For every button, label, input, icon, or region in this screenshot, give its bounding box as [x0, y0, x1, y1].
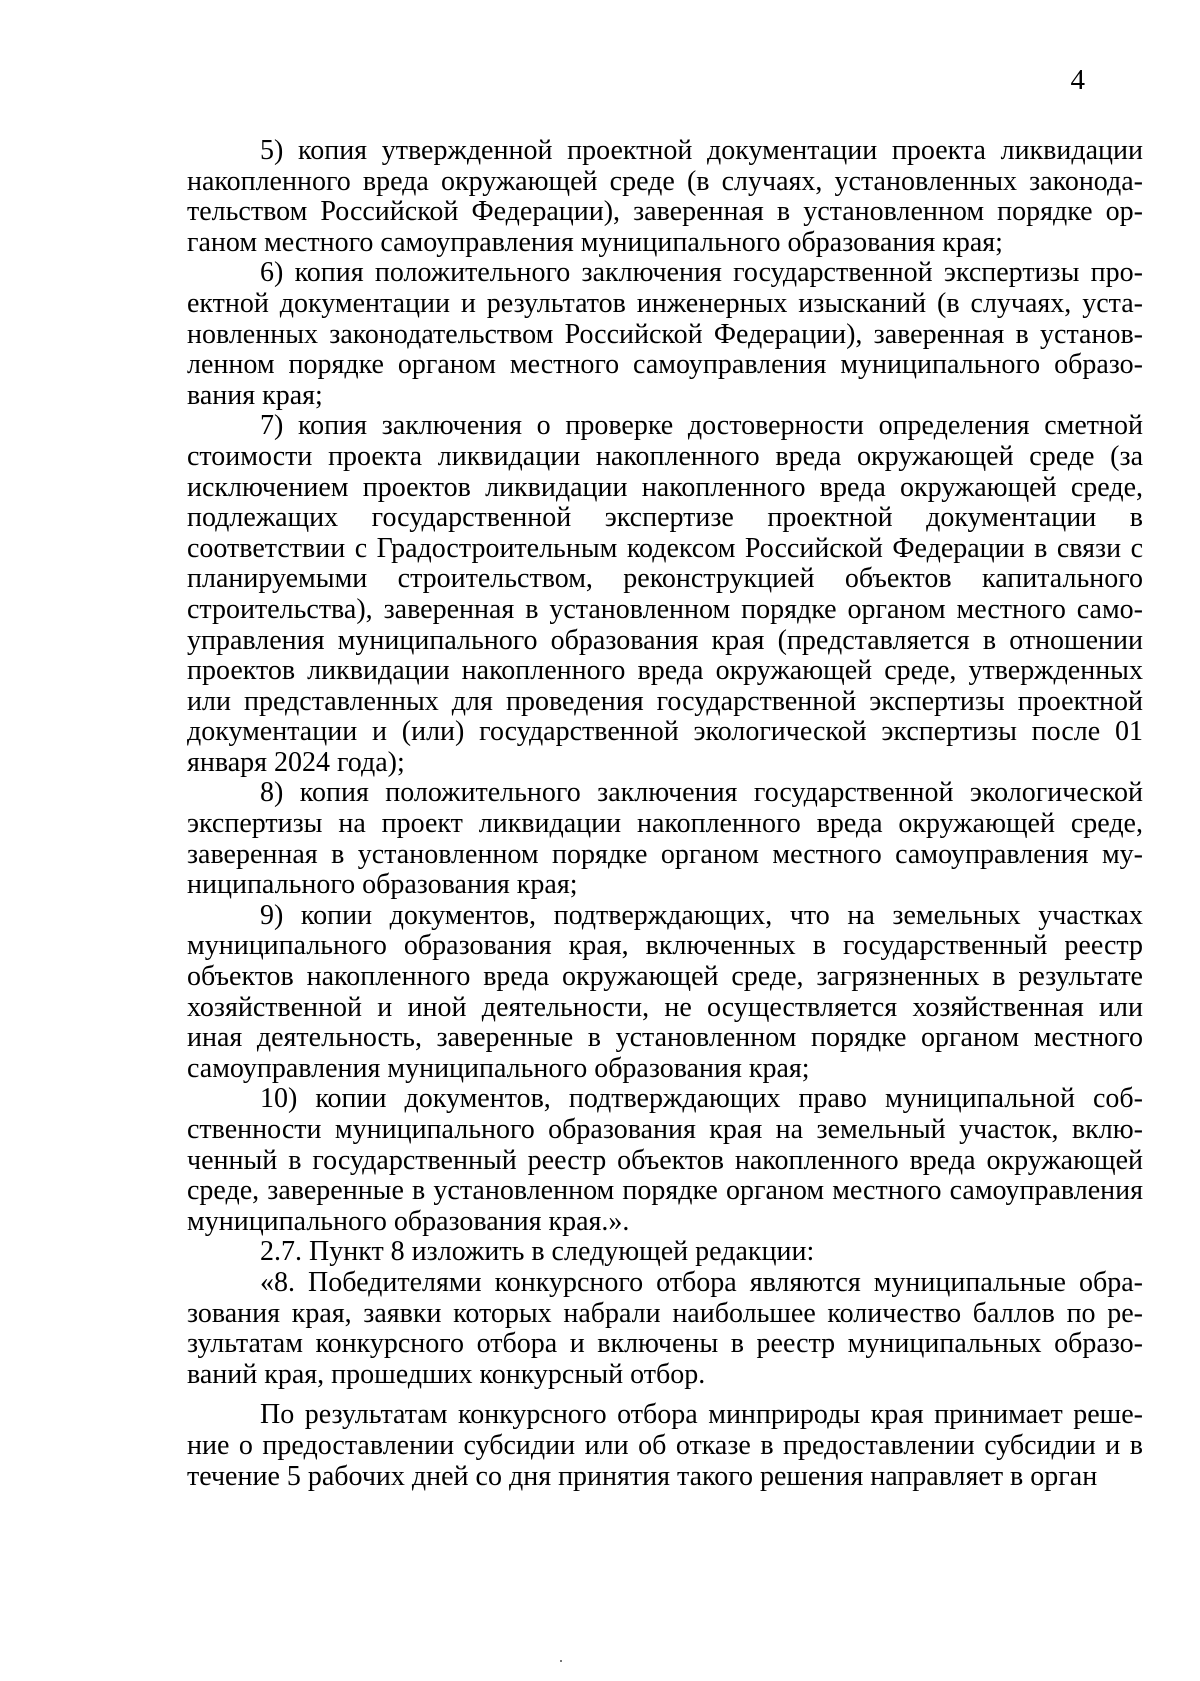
paragraph-item-7: 7) копия заключения о проверке достоверности определения сметной стоимости проекта ликвидации накопленного вреда окружающей среде (за исключением проектов ликвидации накопленного вреда окружающей среде, подлежащих государственной экспертизе проектной документации в соответствии с Градостроительным кодексом Российской Федерации в связи с планируемыми строительством, реконструкцией объектов капитального строительства), заверенная в установленном порядке органом местного самоуправления муниципального образования края (представляется в отношении проектов ликвидации накопленного вреда окружающей среде, утвержденных или представленных для проведения государственной экспертизы проектной документации и (или) государственной экологической экспертизы после 01 января 2024 года); — [187, 410, 1143, 778]
paragraph-item-5: 5) копия утвержденной проектной документации проекта ликвидации накопленного вреда окружающей среде (в случаях, установленных законодательством Российской Федерации), заверенная в установленном порядке органом местного самоуправления муниципального образования края; — [187, 135, 1143, 258]
page-number: 4 — [1070, 64, 1085, 96]
paragraph-amendment-heading: 2.7. Пункт 8 изложить в следующей редакции: — [260, 1236, 815, 1268]
paragraph-item-10: 10) копии документов, подтверждающих право муниципальной собственности муниципального образования края на земельный участок, включенный в государственный реестр объектов накопленного вреда окружающей среде, заверенные в установленном порядке органом местного самоуправления муниципального образования края.». — [187, 1083, 1143, 1237]
paragraph-decision: По результатам конкурсного отбора минприроды края принимает решение о предоставлении субсидии или об отказе в предоставлении субсидии и в течение 5 рабочих дней со дня принятия такого решения направляет в орган — [187, 1399, 1143, 1492]
document-body — [187, 136, 1143, 1492]
paragraph-point-8: «8. Победителями конкурсного отбора являются муниципальные образования края, заявки которых набрали наибольшее количество баллов по результатам конкурсного отбора и включены в реестр муниципальных образований края, прошедших конкурсный отбор. — [187, 1266, 1143, 1390]
paragraph-item-8: 8) копия положительного заключения государственной экологической экспертизы на проект ликвидации накопленного вреда окружающей среде, заверенная в установленном порядке органом местного самоуправления муниципального образования края; — [187, 777, 1143, 901]
paragraph-item-6: 6) копия положительного заключения государственной экспертизы проектной документации и результатов инженерных изысканий (в случаях, установленных законодательством Российской Федерации), заверенная в установленном порядке органом местного самоуправления муниципального образования края; — [187, 257, 1143, 411]
scan-speck — [560, 1660, 562, 1662]
paragraph-item-9: 9) копии документов, подтверждающих, что на земельных участках муниципального образования края, включенных в государственный реестр объектов накопленного вреда окружающей среде, загрязненных в результате хозяйственной и иной деятельности, не осуществляется хозяйственная или иная деятельность, заверенные в установленном порядке органом местного самоуправления муниципального образования края; — [187, 899, 1143, 1084]
